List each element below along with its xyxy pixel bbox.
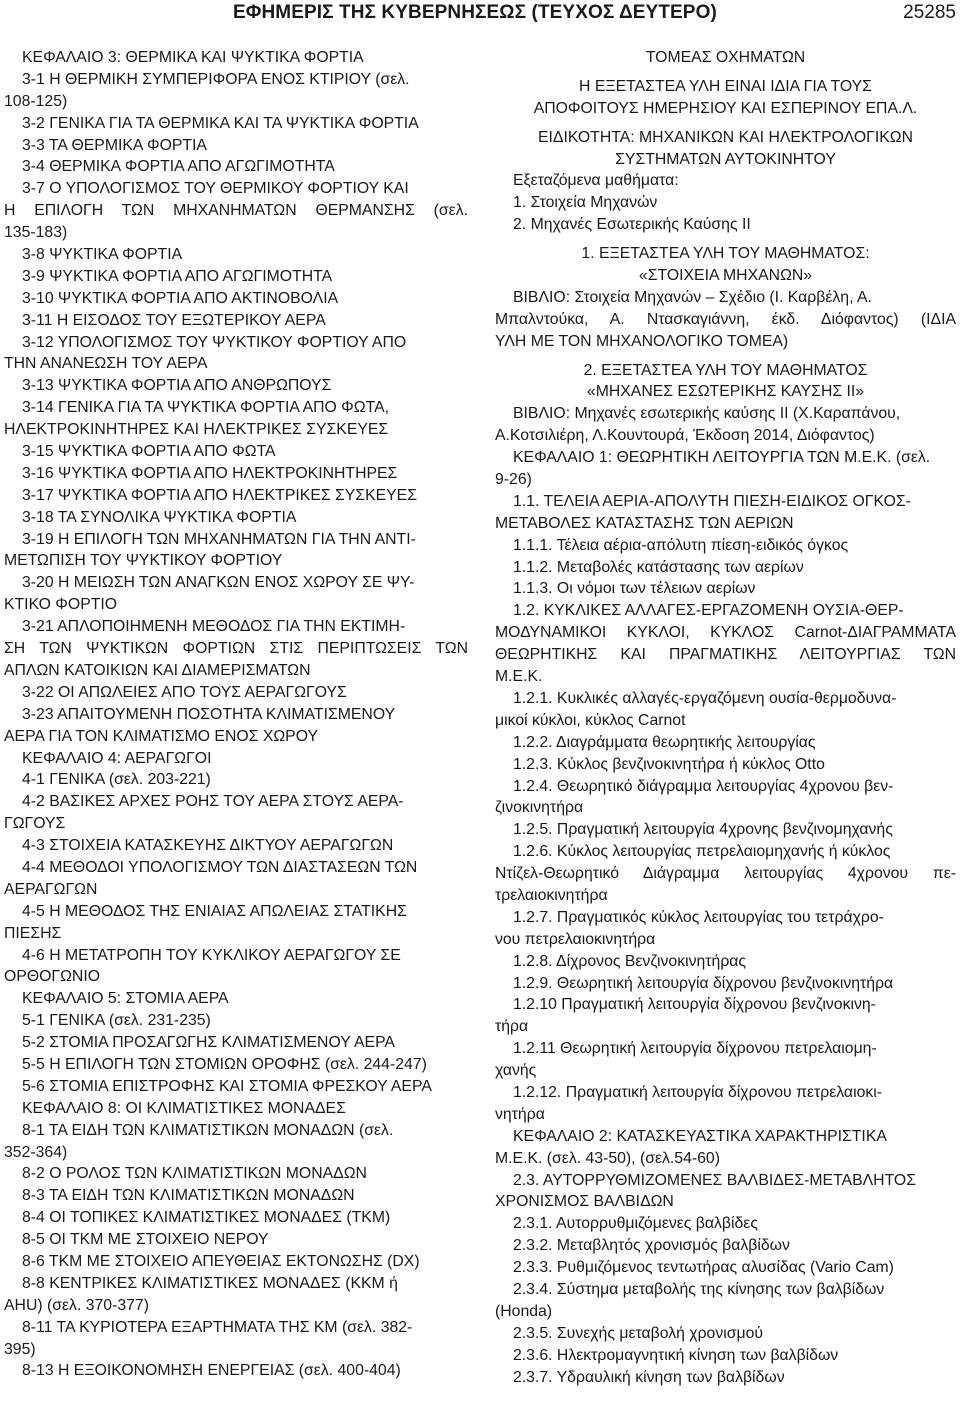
left-column-line: 108-125)	[4, 92, 68, 110]
right-column-line: 1.2.9. Θεωρητική λειτουργία δίχρονου βενζινοκινητήρα	[513, 974, 894, 992]
right-column-line: ΒΙΒΛΙΟ: Μηχανές εσωτερικής καύσης ΙΙ (Χ.Καραπάνου,	[513, 405, 901, 423]
right-column-line: ΥΛΗ ΜΕ ΤΟΝ ΜΗΧΑΝΟΛΟΓΙΚΟ ΤΟΜΕΑ)	[495, 332, 789, 350]
left-column-line: 8-4 ΟΙ ΤΟΠΙΚΕΣ ΚΛΙΜΑΤΙΣΤΙΚΕΣ ΜΟΝΑΔΕΣ (ΤΚΜ)	[22, 1209, 391, 1227]
right-column-line: 1.1.3. Οι νόμοι των τέλειων αερίων	[513, 580, 756, 598]
left-column-line: ΚΕΦΑΛΑΙΟ 8: ΟΙ ΚΛΙΜΑΤΙΣΤΙΚΕΣ ΜΟΝΑΔΕΣ	[22, 1099, 346, 1117]
left-column-line: 8-2 Ο ΡΟΛΟΣ ΤΩΝ ΚΛΙΜΑΤΙΣΤΙΚΩΝ ΜΟΝΑΔΩΝ	[22, 1165, 367, 1183]
page-number: 25285	[903, 2, 956, 23]
left-column-line: 3-14 ΓΕΝΙΚΑ ΓΙΑ ΤΑ ΨΥΚΤΙΚΑ ΦΟΡΤΙΑ ΑΠΟ ΦΩΤΑ,	[22, 399, 389, 417]
right-column	[495, 47, 956, 1388]
right-column-line: 2.3.3. Ρυθμιζόμενος τεντωτήρας αλυσίδας (Vario Cam)	[513, 1259, 894, 1277]
right-column-line: ΚΕΦΑΛΑΙΟ 1: ΘΕΩΡΗΤΙΚΗ ΛΕΙΤΟΥΡΓΙΑ ΤΩΝ Μ.Ε.Κ. (σελ.	[513, 449, 931, 467]
left-column-line: 3-22 ΟΙ ΑΠΩΛΕΙΕΣ ΑΠΟ ΤΟΥΣ ΑΕΡΑΓΩΓΟΥΣ	[22, 683, 347, 701]
right-column-line: ΑΠΟΦΟΙΤΟΥΣ ΗΜΕΡΗΣΙΟΥ ΚΑΙ ΕΣΠΕΡΙΝΟΥ ΕΠΑ.Λ.	[533, 99, 918, 117]
right-column-line: «ΣΤΟΙΧΕΙΑ ΜΗΧΑΝΩΝ»	[638, 267, 813, 285]
left-column-line: ΠΙΕΣΗΣ	[4, 924, 62, 942]
right-column-line: 1.2.3. Κύκλος βενζινοκινητήρα ή κύκλος Otto	[513, 755, 825, 773]
left-column-line: 395)	[4, 1340, 36, 1358]
left-column-line: ΚΕΦΑΛΑΙΟ 5: ΣΤΟΜΙΑ ΑΕΡΑ	[22, 990, 229, 1008]
left-column-line: 4-2 ΒΑΣΙΚΕΣ ΑΡΧΕΣ ΡΟΗΣ ΤΟΥ ΑΕΡΑ ΣΤΟΥΣ ΑΕΡΑ-	[22, 793, 404, 811]
left-column-line: 5-1 ΓΕΝΙΚΑ (σελ. 231-235)	[22, 1012, 211, 1030]
right-column-line: τρελαιοκινητήρα	[495, 886, 608, 904]
left-column-line: 4-6 Η ΜΕΤΑΤΡΟΠΗ ΤΟΥ ΚΥΚΛΙΚΟΥ ΑΕΡΑΓΩΓΟΥ ΣΕ	[22, 946, 401, 964]
right-column-line: 1.2.5. Πραγματική λειτουργία 4χρονης βενζινομηχανής	[513, 821, 893, 839]
left-column-line: ΑΠΛΩΝ ΚΑΤΟΙΚΙΩΝ ΚΑΙ ΔΙΑΜΕΡΙΣΜΑΤΩΝ	[4, 661, 311, 679]
left-column-line: 5-6 ΣΤΟΜΙΑ ΕΠΙΣΤΡΟΦΗΣ ΚΑΙ ΣΤΟΜΙΑ ΦΡΕΣΚΟΥ ΑΕΡΑ	[22, 1077, 432, 1095]
right-column-line: 2.3.7. Υδραυλική κίνηση των βαλβίδων	[513, 1368, 785, 1386]
left-column-line: 3-16 ΨΥΚΤΙΚΑ ΦΟΡΤΙΑ ΑΠΟ ΗΛΕΚΤΡΟΚΙΝΗΤΗΡΕΣ	[22, 464, 398, 482]
right-column-line: ΤΟΜΕΑΣ ΟΧΗΜΑΤΩΝ	[645, 49, 806, 66]
right-column-line: ΜΕΤΑΒΟΛΕΣ ΚΑΤΑΣΤΑΣΗΣ ΤΩΝ ΑΕΡΙΩΝ	[495, 514, 794, 532]
right-column-line: 1.2.8. Δίχρονος Βενζινοκινητήρας	[513, 952, 747, 970]
right-column-line: νου πετρελαιοκινητήρα	[495, 930, 656, 948]
left-column-line: 4-4 ΜΕΘΟΔΟΙ ΥΠΟΛΟΓΙΣΜΟΥ ΤΩΝ ΔΙΑΣΤΑΣΕΩΝ ΤΩΝ	[22, 858, 418, 876]
right-column-line: 1.2.7. Πραγματικός κύκλος λειτουργίας του τετράχρο-	[513, 908, 884, 926]
right-column-line: ΕΙΔΙΚΟΤΗΤΑ: ΜΗΧΑΝΙΚΩΝ ΚΑΙ ΗΛΕΚΤΡΟΛΟΓΙΚΩΝ	[537, 128, 914, 146]
right-column-line: Μ.Ε.Κ.	[495, 668, 543, 686]
left-column-line: Η ΕΠΙΛΟΓΗ ΤΩΝ ΜΗΧΑΝΗΜΑΤΩΝ ΘΕΡΜΑΝΣΗΣ (σελ.	[4, 202, 468, 220]
left-column-line: 4-5 Η ΜΕΘΟΔΟΣ ΤΗΣ ΕΝΙΑΙΑΣ ΑΠΩΛΕΙΑΣ ΣΤΑΤΙΚΗΣ	[22, 902, 407, 920]
left-column-line: ΚΕΦΑΛΑΙΟ 3: ΘΕΡΜΙΚΑ ΚΑΙ ΨΥΚΤΙΚΑ ΦΟΡΤΙΑ	[22, 49, 364, 66]
right-column-line: 1.2.10 Πραγματική λειτουργία δίχρονου βενζινοκινη-	[513, 996, 876, 1014]
left-column-line: 8-1 ΤΑ ΕΙΔΗ ΤΩΝ ΚΛΙΜΑΤΙΣΤΙΚΩΝ ΜΟΝΑΔΩΝ (σελ.	[22, 1121, 394, 1139]
right-column-line: 2.3. ΑΥΤΟΡΡΥΘΜΙΖΟΜΕΝΕΣ ΒΑΛΒΙΔΕΣ-ΜΕΤΑΒΛΗΤΟΣ	[513, 1171, 916, 1189]
right-column-line: 1. ΕΞΕΤΑΣΤΕΑ ΥΛΗ ΤΟΥ ΜΑΘΗΜΑΤΟΣ:	[581, 245, 870, 263]
right-column-line: Α.Κοτσιλιέρη, Λ.Κουντουρά, Έκδοση 2014, Διόφαντος)	[495, 427, 875, 445]
left-column-line: 3-3 ΤΑ ΘΕΡΜΙΚΑ ΦΟΡΤΙΑ	[22, 136, 207, 154]
right-column-line: ΒΙΒΛΙΟ: Στοιχεία Μηχανών – Σχέδιο (Ι. Καρβέλη, Α.	[513, 288, 872, 306]
right-column-line: 1.2.1. Κυκλικές αλλαγές-εργαζόμενη ουσία-θερμοδυνα-	[513, 689, 897, 707]
right-column-line: 2.3.4. Σύστημα μεταβολής της κίνησης των βαλβίδων	[513, 1280, 885, 1298]
left-column-line: 3-8 ΨΥΚΤΙΚΑ ΦΟΡΤΙΑ	[22, 246, 183, 264]
left-column-line: ΚΤΙΚΟ ΦΟΡΤΙΟ	[4, 596, 118, 614]
right-column-line: ζινοκινητήρα	[495, 799, 584, 817]
right-column-line: 1.2.12. Πραγματική λειτουργία δίχρονου πετρελαιοκι-	[513, 1083, 883, 1101]
right-column-line: Εξεταζόμενα μαθήματα:	[513, 172, 679, 190]
left-column-line: 3-12 ΥΠΟΛΟΓΙΣΜΟΣ ΤΟΥ ΨΥΚΤΙΚΟΥ ΦΟΡΤΙΟΥ ΑΠΟ	[22, 333, 407, 351]
left-column-line: ΗΛΕΚΤΡΟΚΙΝΗΤΗΡΕΣ ΚΑΙ ΗΛΕΚΤΡΙΚΕΣ ΣΥΣΚΕΥΕΣ	[4, 421, 389, 439]
right-column-line: 1.2.2. Διαγράμματα θεωρητικής λειτουργίας	[513, 733, 816, 751]
left-column-line: ΜΕΤΩΠΙΣΗ ΤΟΥ ΨΥΚΤΙΚΟΥ ΦΟΡΤΙΟΥ	[4, 552, 283, 570]
right-column-line: ΣΥΣΤΗΜΑΤΩΝ ΑΥΤΟΚΙΝΗΤΟΥ	[615, 150, 836, 168]
left-column-line: 5-2 ΣΤΟΜΙΑ ΠΡΟΣΑΓΩΓΗΣ ΚΛΙΜΑΤΙΣΜΕΝΟΥ ΑΕΡΑ	[22, 1034, 395, 1052]
right-column-line: χανής	[495, 1062, 537, 1080]
right-column-line: 1.2.4. Θεωρητικό διάγραμμα λειτουργίας 4χρονου βεν-	[513, 777, 894, 795]
left-column-line: 3-9 ΨΥΚΤΙΚΑ ΦΟΡΤΙΑ ΑΠΟ ΑΓΩΓΙΜΟΤΗΤΑ	[22, 267, 333, 285]
right-column-line: ΘΕΩΡΗΤΙΚΗΣ ΚΑΙ ΠΡΑΓΜΑΤΙΚΗΣ ΛΕΙΤΟΥΡΓΙΑΣ ΤΩΝ	[495, 646, 956, 664]
left-column-line: 8-6 ΤΚΜ ΜΕ ΣΤΟΙΧΕΙΟ ΑΠΕΥΘΕΙΑΣ ΕΚΤΟΝΩΣΗΣ (DX)	[22, 1252, 420, 1270]
left-column-line: 3-23 ΑΠΑΙΤΟΥΜΕΝΗ ΠΟΣΟΤΗΤΑ ΚΛΙΜΑΤΙΣΜΕΝΟΥ	[22, 705, 396, 723]
right-column-line: 2. ΕΞΕΤΑΣΤΕΑ ΥΛΗ ΤΟΥ ΜΑΘΗΜΑΤΟΣ	[583, 361, 868, 379]
right-column-line: ΜΟΔΥΝΑΜΙΚΟΙ ΚΥΚΛΟΙ, ΚΥΚΛΟΣ Carnot-ΔΙΑΓΡΑΜΜΑΤΑ	[495, 624, 956, 642]
right-column-line: (Honda)	[495, 1302, 553, 1320]
left-column-line: ΓΩΓΟΥΣ	[4, 815, 66, 833]
right-column-line: 2.3.2. Μεταβλητός χρονισμός βαλβίδων	[513, 1237, 790, 1255]
right-column-line: Μ.Ε.Κ. (σελ. 43-50), (σελ.54-60)	[495, 1149, 720, 1167]
left-column-line: 3-1 Η ΘΕΡΜΙΚΗ ΣΥΜΠΕΡΙΦΟΡΑ ΕΝΟΣ ΚΤΙΡΙΟΥ (σελ.	[22, 70, 410, 88]
left-column-line: ΑΕΡΑΓΩΓΩΝ	[4, 880, 98, 898]
left-column-line: ΣΗ ΤΩΝ ΨΥΚΤΙΚΩΝ ΦΟΡΤΙΩΝ ΣΤΙΣ ΠΕΡΙΠΤΩΣΕΙΣ ΤΩΝ	[4, 640, 468, 658]
left-column-line: 3-15 ΨΥΚΤΙΚΑ ΦΟΡΤΙΑ ΑΠΟ ΦΩΤΑ	[22, 443, 276, 461]
right-column-line: νητήρα	[495, 1105, 545, 1123]
right-column-line: 1.1. ΤΕΛΕΙΑ ΑΕΡΙΑ-ΑΠΟΛΥΤΗ ΠΙΕΣΗ-ΕΙΔΙΚΟΣ ΟΓΚΟΣ-	[513, 492, 911, 510]
right-column-line: 1.1.2. Μεταβολές κατάστασης των αερίων	[513, 558, 804, 576]
right-column-line: ΚΕΦΑΛΑΙΟ 2: ΚΑΤΑΣΚΕΥΑΣΤΙΚΑ ΧΑΡΑΚΤΗΡΙΣΤΙΚΑ	[513, 1127, 887, 1145]
right-column-line: 1.2. ΚΥΚΛΙΚΕΣ ΑΛΛΑΓΕΣ-ΕΡΓΑΖΟΜΕΝΗ ΟΥΣΙΑ-ΘΕΡ-	[513, 602, 904, 620]
left-column-line: ΟΡΘΟΓΩΝΙΟ	[4, 968, 100, 986]
right-column-line: 2.3.1. Αυτορρυθμιζόμενες βαλβίδες	[513, 1215, 758, 1233]
left-column-line: AHU) (σελ. 370-377)	[4, 1296, 149, 1314]
left-column-line: 3-20 Η ΜΕΙΩΣΗ ΤΩΝ ΑΝΑΓΚΩΝ ΕΝΟΣ ΧΩΡΟΥ ΣΕ ΨΥ-	[22, 574, 415, 592]
left-column-line: ΤΗΝ ΑΝΑΝΕΩΣΗ ΤΟΥ ΑΕΡΑ	[4, 355, 208, 373]
left-column-line: 3-10 ΨΥΚΤΙΚΑ ΦΟΡΤΙΑ ΑΠΟ ΑΚΤΙΝΟΒΟΛΙΑ	[22, 289, 339, 307]
left-column-line: 4-1 ΓΕΝΙΚΑ (σελ. 203-221)	[22, 771, 211, 789]
right-column-line: Η ΕΞΕΤΑΣΤΕΑ ΥΛΗ ΕΙΝΑΙ ΙΔΙΑ ΓΙΑ ΤΟΥΣ	[579, 77, 872, 95]
left-column-line: 5-5 Η ΕΠΙΛΟΓΗ ΤΩΝ ΣΤΟΜΙΩΝ ΟΡΟΦΗΣ (σελ. 244-247)	[22, 1055, 427, 1073]
left-column-line: 3-7 Ο ΥΠΟΛΟΓΙΣΜΟΣ ΤΟΥ ΘΕΡΜΙΚΟΥ ΦΟΡΤΙΟΥ ΚΑΙ	[22, 180, 409, 198]
left-column-line: 3-4 ΘΕΡΜΙΚΑ ΦΟΡΤΙΑ ΑΠΟ ΑΓΩΓΙΜΟΤΗΤΑ	[22, 158, 335, 176]
left-column-line: 3-18 ΤΑ ΣΥΝΟΛΙΚΑ ΨΥΚΤΙΚΑ ΦΟΡΤΙΑ	[22, 508, 297, 526]
page-header	[0, 0, 960, 34]
left-column-line: 352-364)	[4, 1143, 68, 1161]
left-column-line: 135-183)	[4, 224, 68, 242]
right-column-line: ΧΡΟΝΙΣΜΟΣ ΒΑΛΒΙΔΩΝ	[495, 1193, 674, 1211]
left-column-line: 8-11 ΤΑ ΚΥΡΙΟΤΕΡΑ ΕΞΑΡΤΗΜΑΤΑ ΤΗΣ ΚΜ (σελ. 382-	[22, 1318, 413, 1336]
left-column-line: 3-11 Η ΕΙΣΟΔΟΣ ΤΟΥ ΕΞΩΤΕΡΙΚΟΥ ΑΕΡΑ	[22, 311, 326, 329]
left-column-line: ΚΕΦΑΛΑΙΟ 4: ΑΕΡΑΓΩΓΟΙ	[22, 749, 212, 767]
left-column-line: ΑΕΡΑ ΓΙΑ ΤΟΝ ΚΛΙΜΑΤΙΣΜΟ ΕΝΟΣ ΧΩΡΟΥ	[4, 727, 319, 745]
left-column-line: 3-2 ΓΕΝΙΚΑ ΓΙΑ ΤΑ ΘΕΡΜΙΚΑ ΚΑΙ ΤΑ ΨΥΚΤΙΚΑ ΦΟΡΤΙΑ	[22, 114, 419, 132]
right-column-line: τήρα	[495, 1018, 529, 1036]
right-column-line: μικοί κύκλοι, κύκλος Carnot	[495, 711, 686, 729]
right-column-line: 1.1.1. Τέλεια αέρια-απόλυτη πίεση-ειδικός όγκος	[513, 536, 849, 554]
right-column-line: «ΜΗΧΑΝΕΣ ΕΣΩΤΕΡΙΚΗΣ ΚΑΥΣΗΣ ΙΙ»	[586, 383, 865, 401]
right-column-line: 1. Στοιχεία Μηχανών	[513, 194, 658, 212]
left-column-line: 3-19 Η ΕΠΙΛΟΓΗ ΤΩΝ ΜΗΧΑΝΗΜΑΤΩΝ ΓΙΑ ΤΗΝ ΑΝΤΙ-	[22, 530, 416, 548]
left-column-line: 4-3 ΣΤΟΙΧΕΙΑ ΚΑΤΑΣΚΕΥΗΣ ΔΙΚΤΥΟΥ ΑΕΡΑΓΩΓΩΝ	[22, 837, 394, 855]
gazette-title: ΕΦΗΜΕΡΙΣ ΤΗΣ ΚΥΒΕΡΝΗΣΕΩΣ (ΤΕΥΧΟΣ ΔΕΥΤΕΡΟ)	[233, 2, 717, 23]
left-column-line: 8-8 ΚΕΝΤΡΙΚΕΣ ΚΛΙΜΑΤΙΣΤΙΚΕΣ ΜΟΝΑΔΕΣ (ΚΚΜ ή	[22, 1274, 398, 1292]
left-column-line: 3-21 ΑΠΛΟΠΟΙΗΜΕΝΗ ΜΕΘΟΔΟΣ ΓΙΑ ΤΗΝ ΕΚΤΙΜΗ-	[22, 618, 406, 636]
left-column-line: 8-3 ΤΑ ΕΙΔΗ ΤΩΝ ΚΛΙΜΑΤΙΣΤΙΚΩΝ ΜΟΝΑΔΩΝ	[22, 1187, 355, 1205]
right-column-line: 9-26)	[495, 471, 532, 489]
left-column-line: 3-17 ΨΥΚΤΙΚΑ ΦΟΡΤΙΑ ΑΠΟ ΗΛΕΚΤΡΙΚΕΣ ΣΥΣΚΕΥΕΣ	[22, 486, 417, 504]
right-column-line: 2.3.6. Ηλεκτρομαγνητική κίνηση των βαλβίδων	[513, 1346, 839, 1364]
left-column	[4, 47, 468, 1382]
right-column-line: 2.3.5. Συνεχής μεταβολή χρονισμού	[513, 1324, 764, 1342]
right-column-line: Μπαλντούκα, Α. Ντασκαγιάννη, έκδ. Διόφαντος) (ΙΔΙΑ	[495, 310, 956, 328]
left-column-line: 8-13 Η ΕΞΟΙΚΟΝΟΜΗΣΗ ΕΝΕΡΓΕΙΑΣ (σελ. 400-404)	[22, 1362, 401, 1380]
right-column-line: 1.2.11 Θεωρητική λειτουργία δίχρονου πετρελαιομη-	[513, 1040, 877, 1058]
right-column-line: 2. Μηχανές Εσωτερικής Καύσης ΙΙ	[513, 216, 751, 234]
right-column-line: 1.2.6. Κύκλος λειτουργίας πετρελαιομηχανής ή κύκλος	[513, 843, 891, 861]
right-column-line: Ντίζελ-Θεωρητικό Διάγραμμα λειτουργίας 4χρονου πε-	[495, 865, 956, 883]
left-column-line: 3-13 ΨΥΚΤΙΚΑ ΦΟΡΤΙΑ ΑΠΟ ΑΝΘΡΩΠΟΥΣ	[22, 377, 332, 395]
left-column-line: 8-5 ΟΙ ΤΚΜ ΜΕ ΣΤΟΙΧΕΙΟ ΝΕΡΟΥ	[22, 1231, 269, 1249]
